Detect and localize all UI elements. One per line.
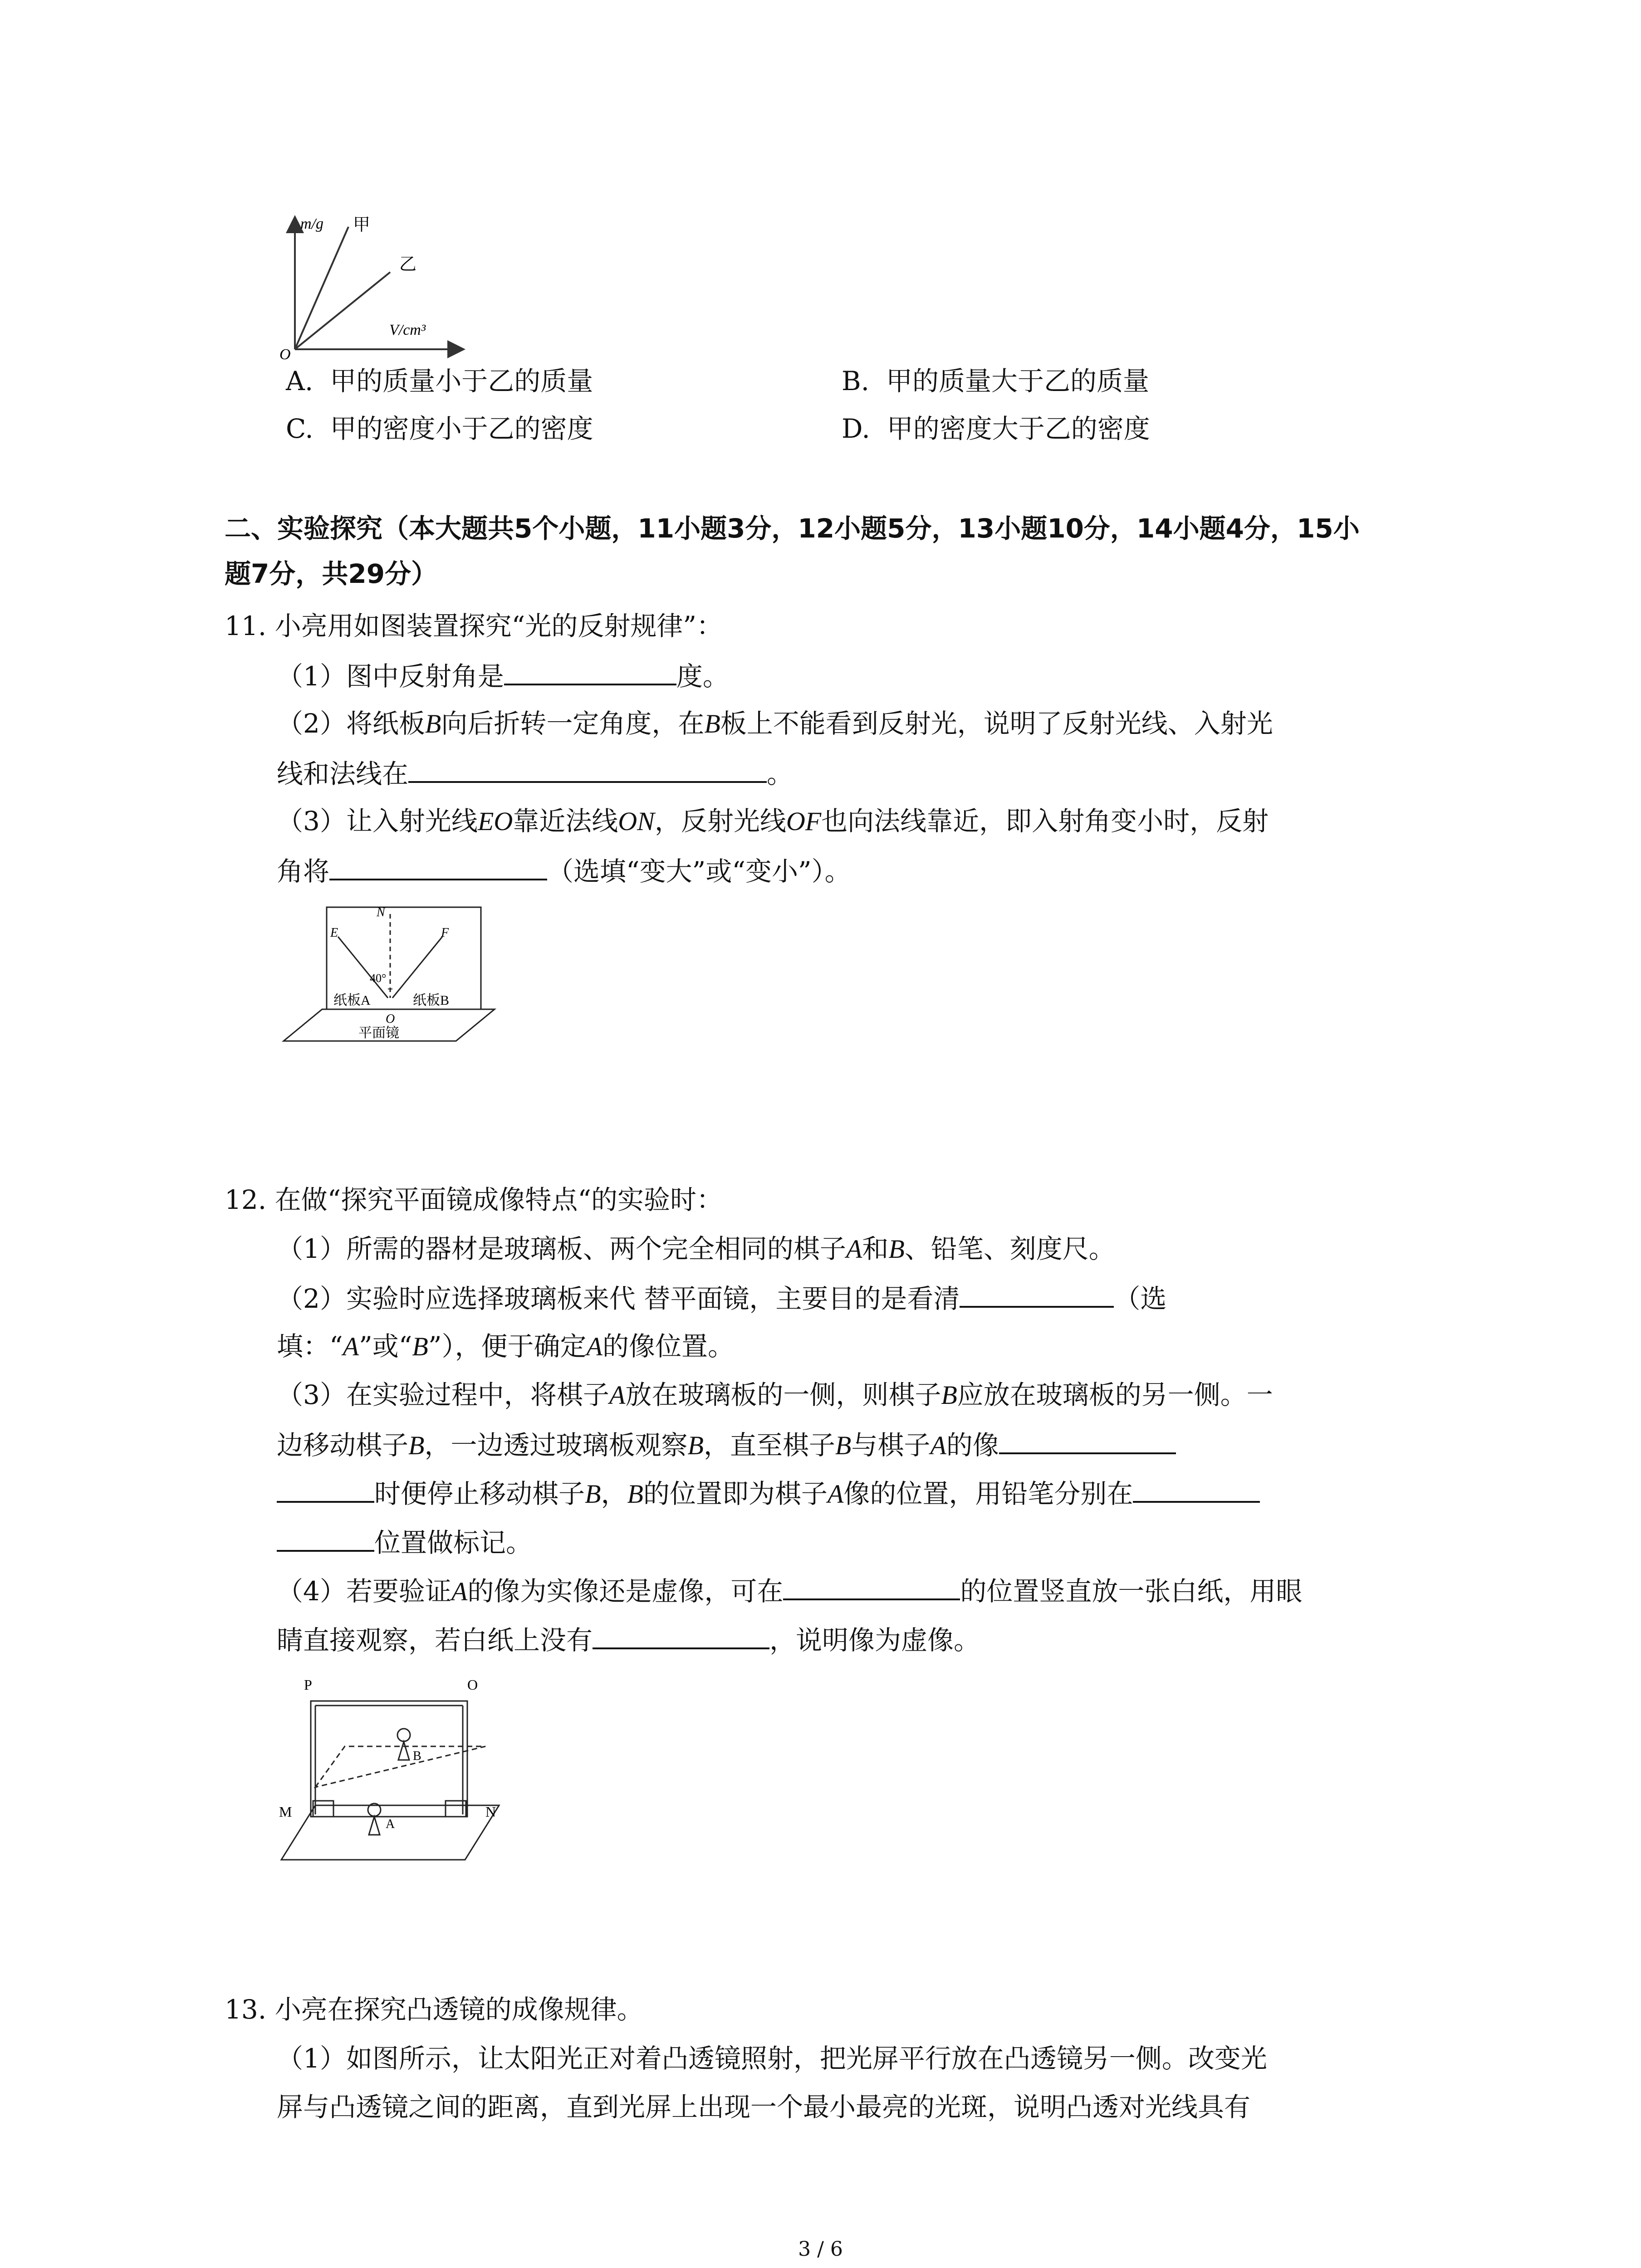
fig-label-e: E xyxy=(330,926,338,940)
answer-blank[interactable] xyxy=(277,1525,374,1552)
q12-part2: （2）实验时应选择玻璃板来代 替平面镜，主要目的是看清 （选 xyxy=(277,1281,1166,1315)
q12-part4: （4）若要验证A的像为实像还是虚像，可在 的位置竖直放一张白纸，用眼 xyxy=(277,1574,1302,1608)
q12-part2-cont: 填：“A”或“B”），便于确定A的像位置。 xyxy=(277,1331,734,1362)
q12-stem: 12. 在做“探究平面镜成像特点“的实验时： xyxy=(225,1184,723,1215)
section-heading-line2: 题7分，共29分） xyxy=(225,558,438,589)
mass-volume-graph xyxy=(268,209,467,363)
fig-label-mirror: 平面镜 xyxy=(358,1026,399,1041)
q13-part1: （1）如图所示，让太阳光正对着凸透镜照射，把光屏平行放在凸透镜另一侧。改变光 xyxy=(277,2043,1267,2074)
q13-stem: 13. 小亮在探究凸透镜的成像规律。 xyxy=(225,1994,643,2025)
option-c: C. 甲的密度小于乙的密度 xyxy=(286,413,593,444)
answer-blank[interactable] xyxy=(408,757,767,783)
q12-part3: （3）在实验过程中，将棋子A放在玻璃板的一侧，则棋子B应放在玻璃板的另一侧。一 xyxy=(277,1379,1273,1410)
graph-xlabel: V/cm³ xyxy=(389,322,426,338)
q12-part3-cont3: 位置做标记。 xyxy=(277,1525,532,1559)
q13-part1-cont: 屏与凸透镜之间的距离，直到光屏上出现一个最小最亮的光斑，说明凸透对光线具有 xyxy=(277,2092,1251,2122)
q12-part3-cont1: 边移动棋子B，一边透过玻璃板观察B，直至棋子B与棋子A的像 xyxy=(277,1428,1176,1461)
fig-label-m: M xyxy=(279,1804,292,1820)
answer-blank[interactable] xyxy=(960,1281,1114,1308)
fig-label-board-b: 纸板B xyxy=(413,993,450,1008)
fig-label-b: B xyxy=(413,1749,421,1763)
graph-line-yi: 乙 xyxy=(399,255,417,274)
graph-ylabel: m/g xyxy=(300,215,323,232)
fig-label-n2: N xyxy=(485,1804,496,1820)
reflection-apparatus-figure xyxy=(272,896,499,1052)
page-number: 3 / 6 xyxy=(798,2238,843,2261)
q11-stem: 11. 小亮用如图装置探究“光的反射规律”： xyxy=(225,611,723,641)
q11-part3: （3）让入射光线EO靠近法线ON，反射光线OF也向法线靠近，即入射角变小时，反射 xyxy=(277,806,1269,836)
answer-blank[interactable] xyxy=(593,1623,769,1649)
section-heading-line1: 二、实验探究（本大题共5个小题，11小题3分，12小题5分，13小题10分，14小题4分，15小 xyxy=(225,513,1360,544)
q11-part1: （1）图中反射角是 度。 xyxy=(277,659,729,692)
answer-blank[interactable] xyxy=(783,1574,960,1600)
answer-blank[interactable] xyxy=(277,1476,374,1503)
graph-origin: O xyxy=(279,346,291,363)
q11-part2-cont: 线和法线在 。 xyxy=(277,757,793,790)
answer-blank[interactable] xyxy=(504,659,676,685)
option-b: B. 甲的质量大于乙的质量 xyxy=(842,366,1149,396)
q12-part4-cont: 睛直接观察，若白纸上没有 ，说明像为虚像。 xyxy=(277,1623,980,1656)
fig-label-board-a: 纸板A xyxy=(333,993,371,1008)
answer-blank[interactable] xyxy=(329,854,547,880)
answer-blank[interactable] xyxy=(1133,1476,1260,1503)
fig-label-n: N xyxy=(377,905,385,919)
fig-label-p: P xyxy=(304,1677,312,1693)
option-d: D. 甲的密度大于乙的密度 xyxy=(842,413,1150,444)
answer-blank[interactable] xyxy=(999,1428,1176,1454)
fig-label-a: A xyxy=(386,1817,395,1831)
q11-part3-cont: 角将 （选填“变大”或“变小”）。 xyxy=(277,854,851,887)
option-a: A. 甲的质量小于乙的质量 xyxy=(286,366,593,396)
fig-label-q: O xyxy=(467,1677,478,1693)
q12-part1: （1）所需的器材是玻璃板、两个完全相同的棋子A和B、铅笔、刻度尺。 xyxy=(277,1233,1115,1264)
q11-part2: （2）将纸板B向后折转一定角度，在B板上不能看到反射光，说明了反射光线、入射光 xyxy=(277,708,1273,739)
q12-part3-cont2: 时便停止移动棋子B，B的位置即为棋子A像的位置，用铅笔分别在 xyxy=(277,1476,1260,1510)
plane-mirror-figure xyxy=(272,1669,508,1869)
fig-label-o: O xyxy=(386,1012,395,1026)
graph-line-jia: 甲 xyxy=(353,215,371,235)
fig-label-f: F xyxy=(441,926,449,940)
fig-label-angle: 40° xyxy=(370,972,387,985)
